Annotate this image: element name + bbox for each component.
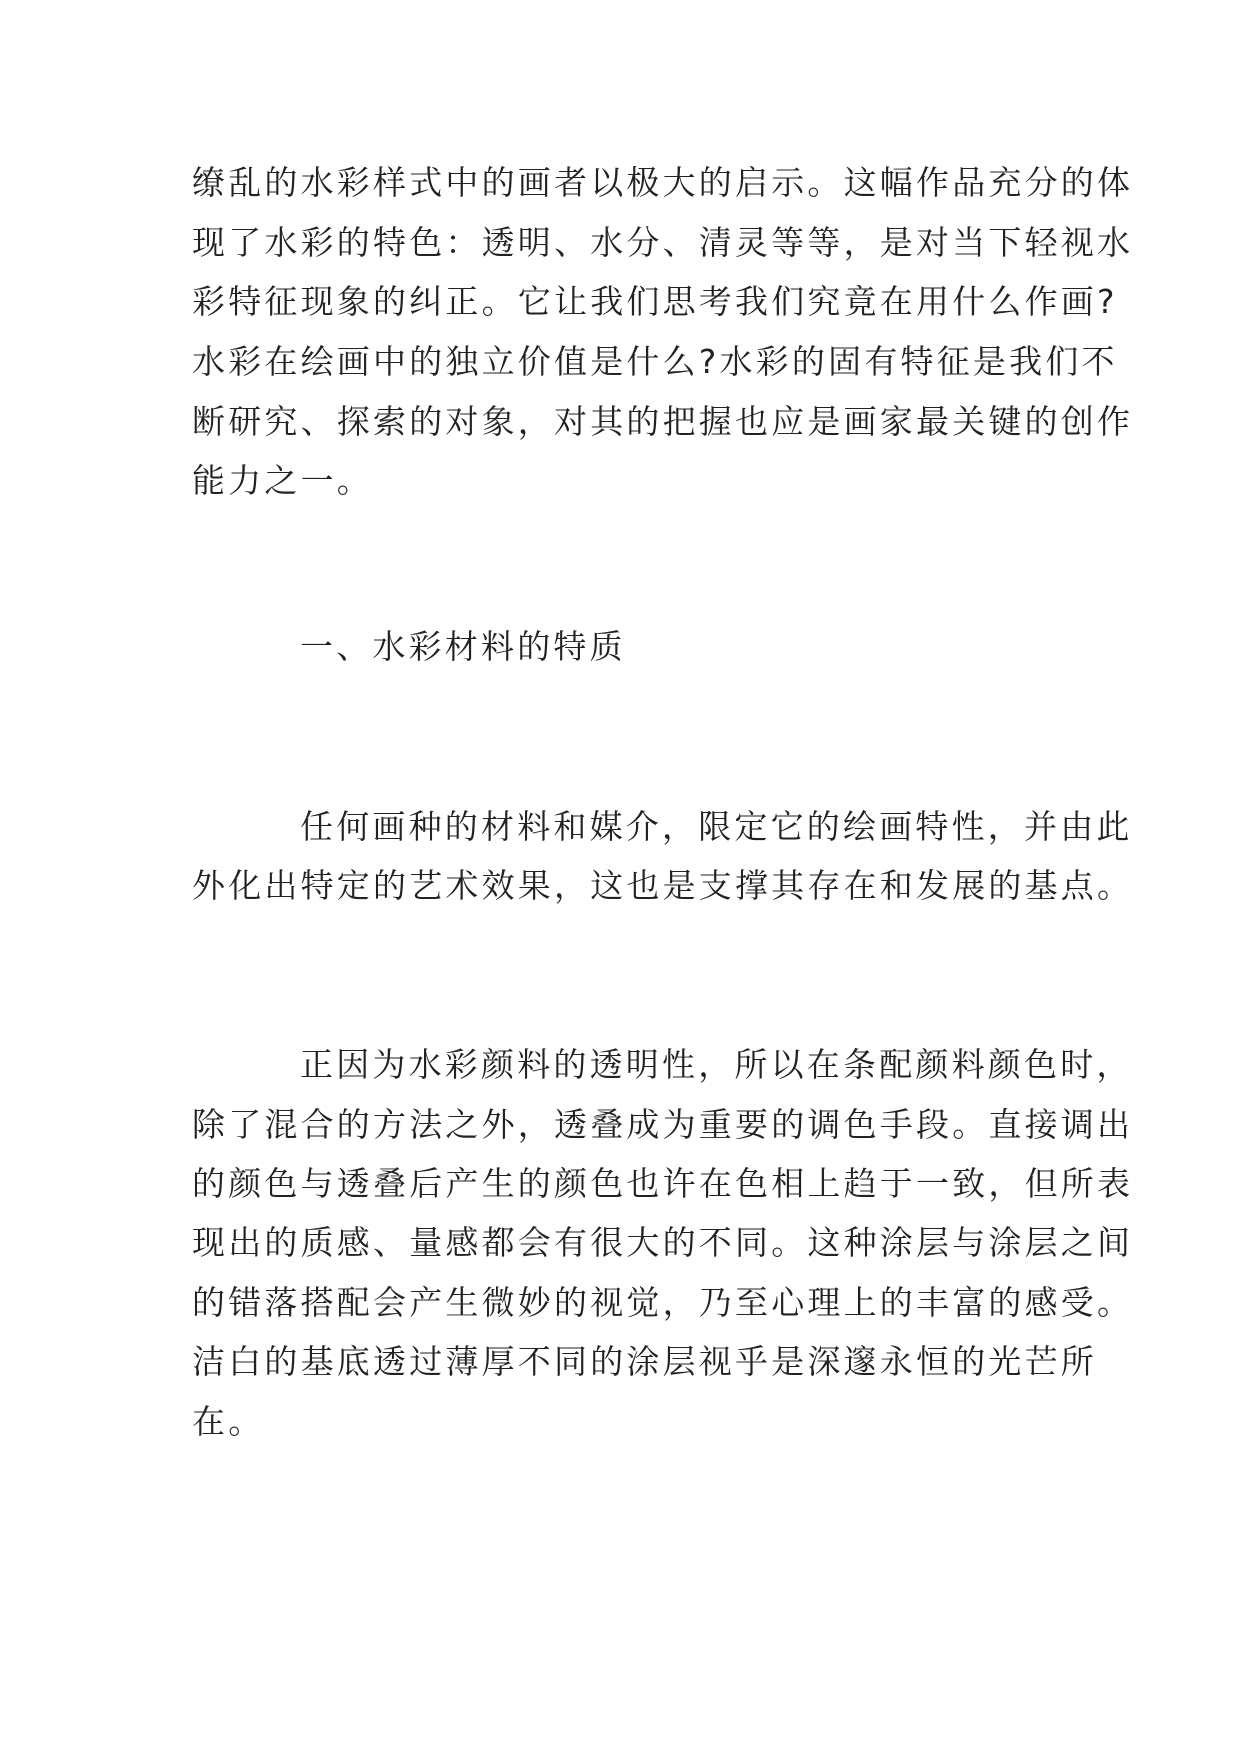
paragraph-line: 水彩在绘画中的独立价值是什么?水彩的固有特征是我们不: [192, 342, 1118, 381]
paragraph-line: 正因为水彩颜料的透明性，所以在条配颜料颜色时，: [300, 1045, 1133, 1084]
paragraph-line: 彩特征现象的纠正。它让我们思考我们究竟在用什么作画?: [192, 282, 1118, 321]
paragraph-line: 的错落搭配会产生微妙的视觉，乃至心理上的丰富的感受。: [192, 1283, 1134, 1322]
paragraph-line: 断研究、探索的对象，对其的把握也应是画家最关键的创作: [192, 402, 1134, 441]
paragraph-line: 现了水彩的特色：透明、水分、清灵等等，是对当下轻视水: [192, 223, 1134, 262]
paragraph-line: 洁白的基底透过薄厚不同的涂层视乎是深邃永恒的光芒所: [192, 1342, 1097, 1381]
section-heading: 一、水彩材料的特质: [300, 627, 626, 666]
paragraph-line: 任何画种的材料和媒介，限定它的绘画特性，并由此: [300, 807, 1133, 846]
paragraph-line: 在。: [192, 1402, 265, 1441]
paragraph-line: 缭乱的水彩样式中的画者以极大的启示。这幅作品充分的体: [192, 163, 1134, 202]
paragraph-line: 除了混合的方法之外，透叠成为重要的调色手段。直接调出: [192, 1105, 1134, 1144]
paragraph-line: 现出的质感、量感都会有很大的不同。这种涂层与涂层之间: [192, 1223, 1134, 1262]
paragraph-line: 能力之一。: [192, 461, 373, 500]
paragraph-line: 的颜色与透叠后产生的颜色也许在色相上趋于一致，但所表: [192, 1164, 1134, 1203]
paragraph-line: 外化出特定的艺术效果，这也是支撑其存在和发展的基点。: [192, 866, 1134, 905]
